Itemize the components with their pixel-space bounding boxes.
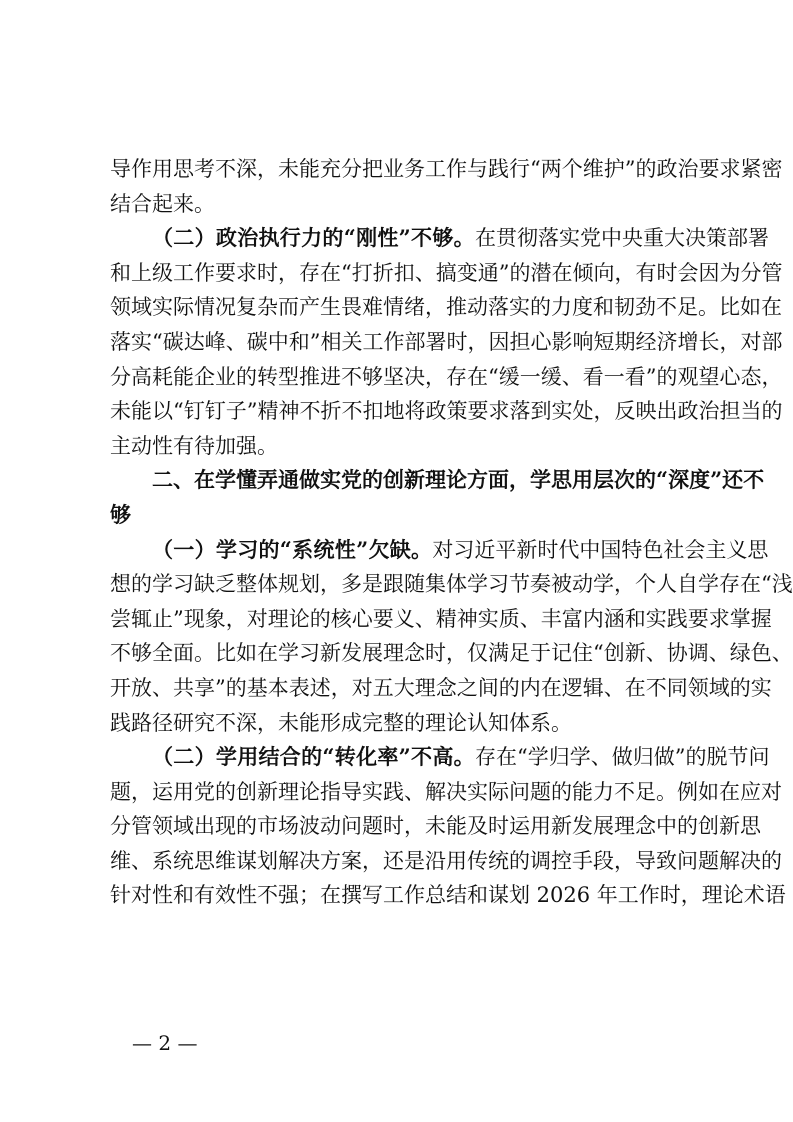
body-line: 领域实际情况复杂而产生畏难情绪，推动落实的力度和韧劲不足。比如在 (110, 295, 782, 320)
body-line: 分管领域出现的市场波动问题时，未能及时运用新发展理念中的创新思 (110, 814, 761, 839)
body-line: 想的学习缺乏整体规划，多是跟随集体学习节奏被动学，个人自学存在“浅 (110, 572, 793, 597)
body-line: 针对性和有效性不强；在撰写工作总结和谋划 2026 年工作时，理论术语 (110, 883, 786, 908)
subheading-line (110, 533, 769, 568)
body-line: 主动性有待加强。 (110, 433, 278, 458)
body-line: 和上级工作要求时，存在“打折扣、搞变通”的潜在倾向，有时会因为分管 (110, 260, 783, 285)
body-line: 题，运用党的创新理论指导实践、解决实际问题的能力不足。例如在应对 (110, 779, 782, 804)
page-number: — 2 — (132, 1031, 198, 1055)
subheading-line (110, 740, 770, 775)
subheading-title: （二）学用结合的“转化率”不高。 (152, 744, 475, 770)
body-line: 不够全面。比如在学习新发展理念时，仅满足于记住“创新、协调、绿色、 (110, 641, 793, 666)
subheading-title: （二）政治执行力的“刚性”不够。 (152, 225, 475, 251)
body-line: 开放、共享”的基本表述，对五大理念之间的内在逻辑、在不同领域的实 (110, 675, 772, 700)
body-line: 未能以“钉钉子”精神不折不扣地将政策要求落到实处，反映出政治担当的 (110, 399, 783, 424)
body-line: 导作用思考不深，未能充分把业务工作与践行“两个维护”的政治要求紧密 (110, 157, 783, 181)
body-line: 尝辄止”现象，对理论的核心要义、精神实质、丰富内涵和实践要求掌握 (110, 606, 772, 631)
section-heading-continued: 够 (110, 501, 131, 527)
subheading-title: （一）学习的“系统性”欠缺。 (152, 536, 433, 562)
body-line: 分高耗能企业的转型推进不够坚决，存在“缓一缓、看一看”的观望心态， (110, 364, 783, 389)
body-text: 在贯彻落实党中央重大决策部署 (474, 226, 769, 251)
body-line: 结合起来。 (110, 191, 215, 216)
section-heading: 二、在学懂弄通做实党的创新理论方面，学思用层次的“深度”还不 (152, 467, 765, 493)
body-text: 存在“学归学、做归做”的脱节问 (474, 745, 770, 770)
body-text: 对习近平新时代中国特色社会主义思 (432, 537, 769, 562)
body-line: 维、系统思维谋划解决方案，还是沿用传统的调控手段，导致问题解决的 (110, 848, 782, 873)
body-line: 落实“碳达峰、碳中和”相关工作部署时，因担心影响短期经济增长，对部 (110, 329, 783, 354)
subheading-line (110, 221, 769, 256)
document-body (110, 152, 793, 913)
body-line: 践路径研究不深，未能形成完整的理论认知体系。 (110, 710, 572, 735)
